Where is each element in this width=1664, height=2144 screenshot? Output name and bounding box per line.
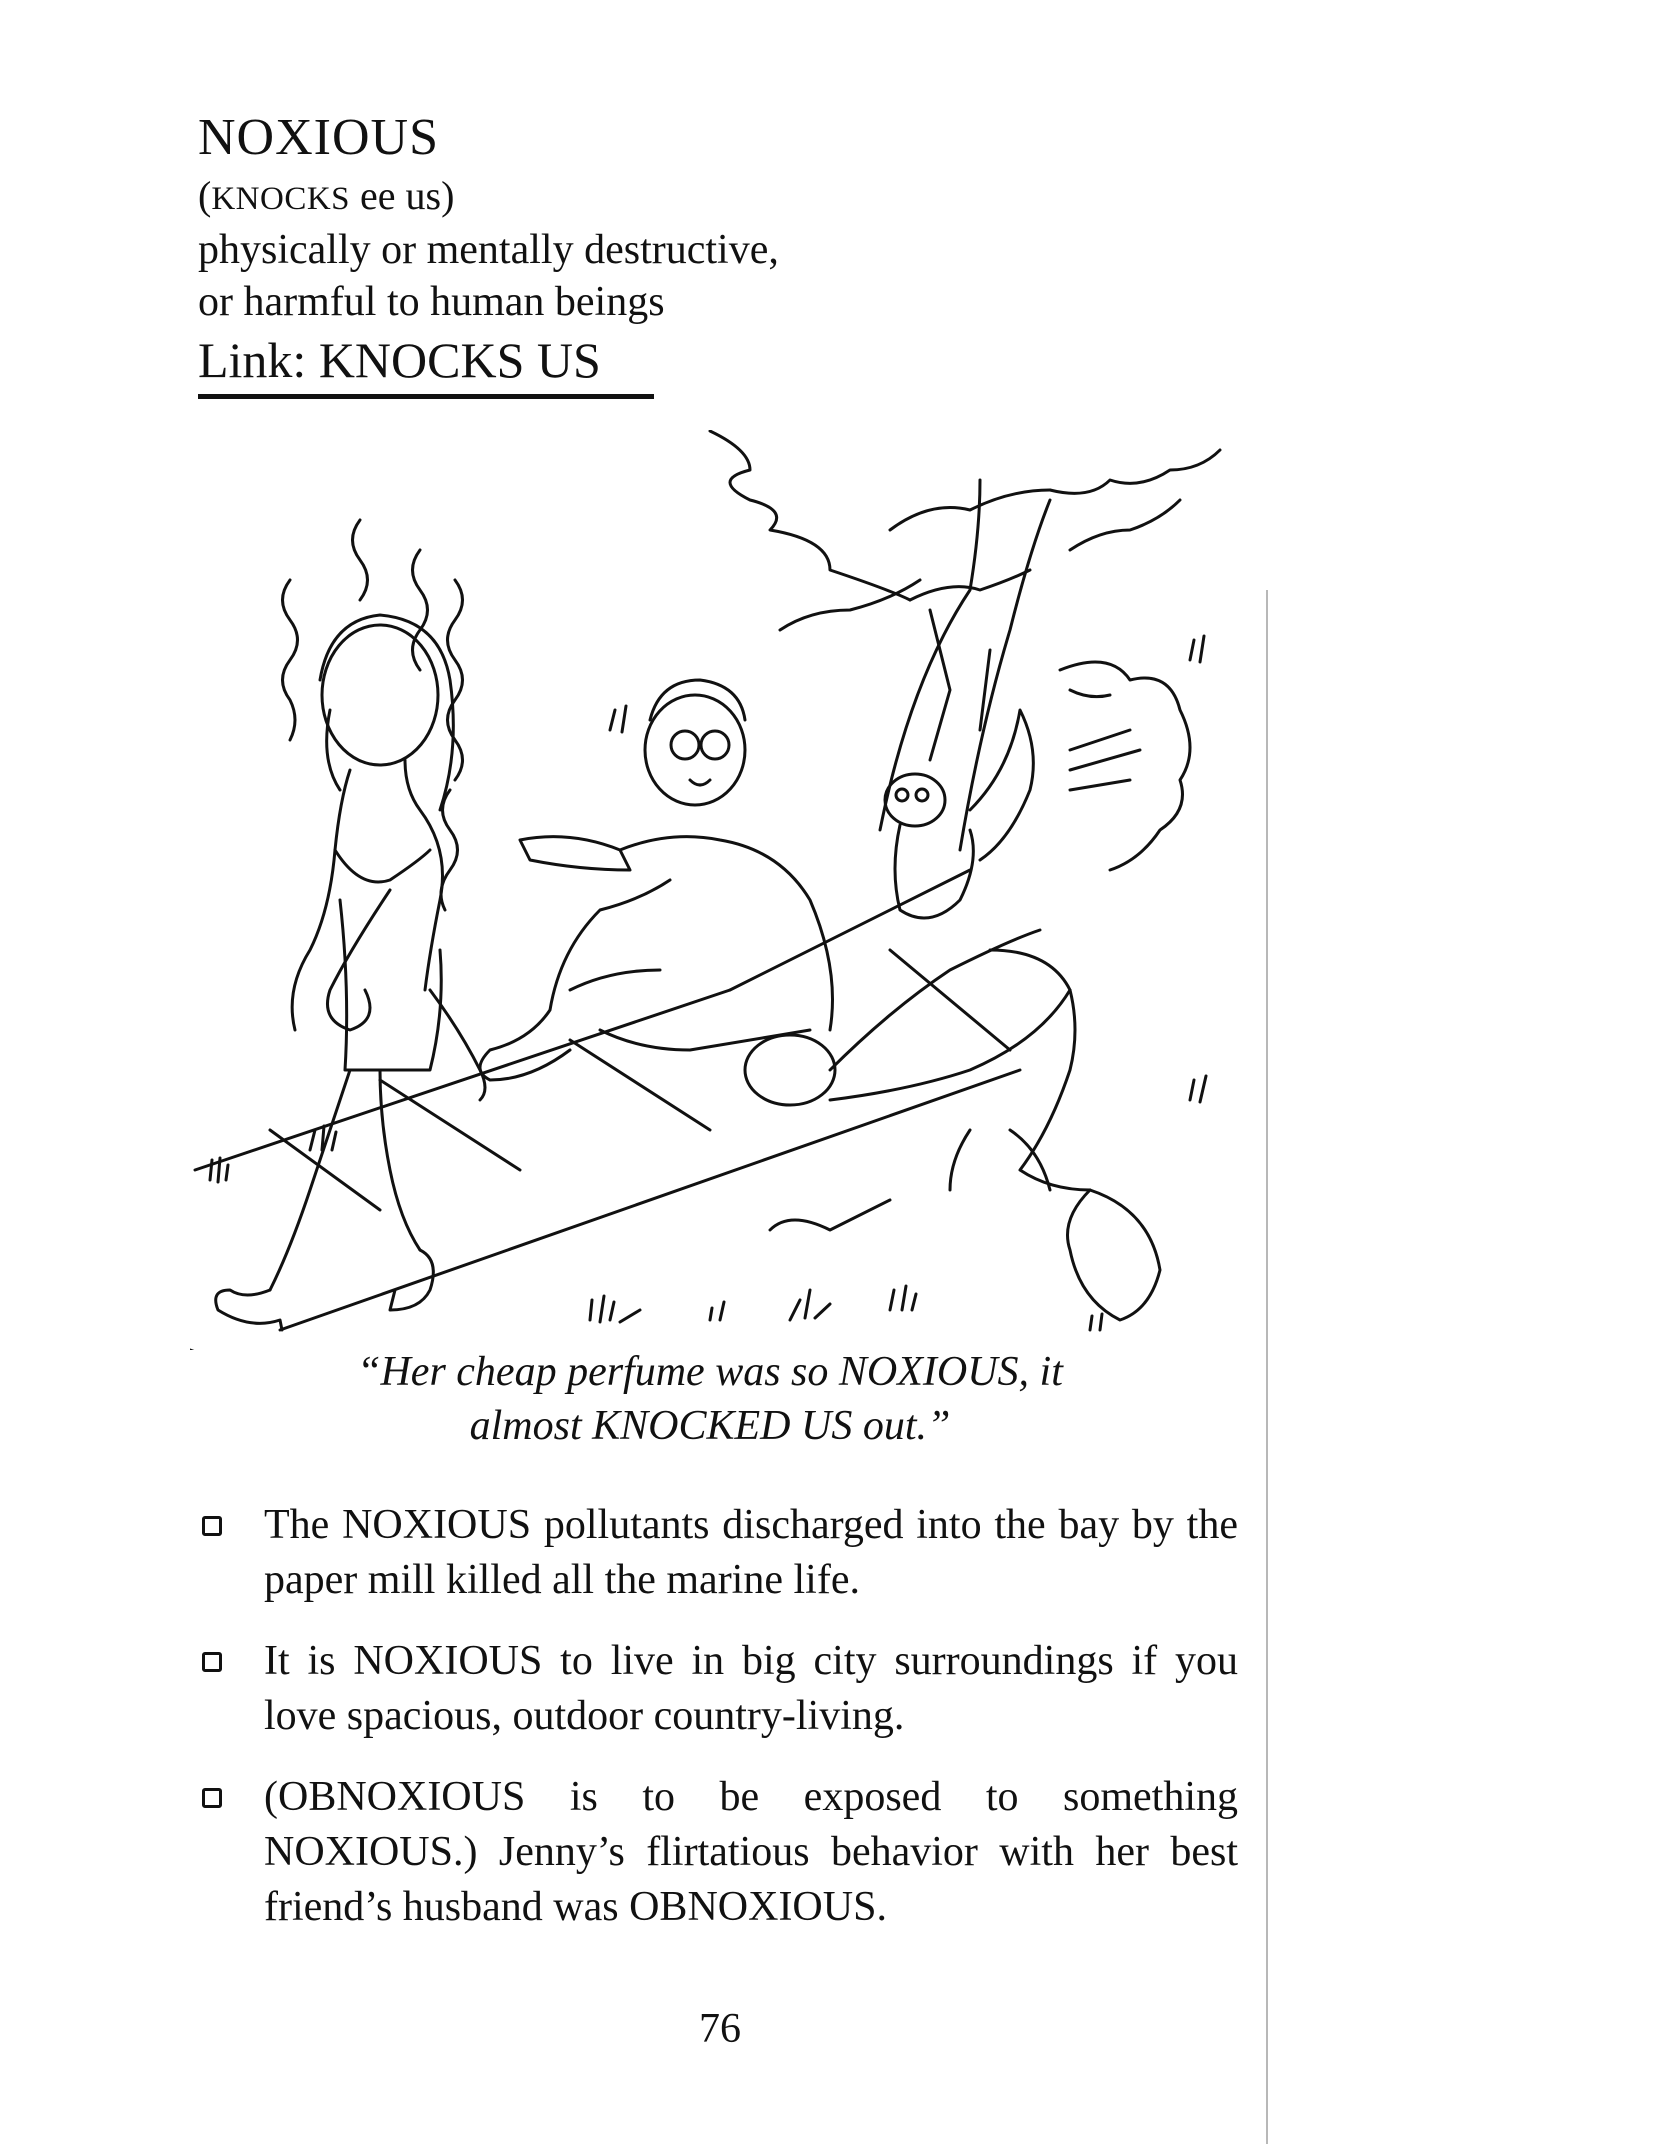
definition-line: or harmful to human beings <box>198 279 665 325</box>
example-item <box>198 1498 1238 1608</box>
link-underline <box>198 394 654 399</box>
example-sentences <box>198 1498 1238 1961</box>
pronunciation <box>198 172 454 223</box>
example-item <box>198 1770 1238 1935</box>
checkbox-icon <box>202 1788 222 1808</box>
link-word: KNOCKS US <box>318 332 601 388</box>
checkbox-icon <box>202 1516 222 1536</box>
example-text: (OBNOXIOUS is to be exposed to something NOXIOUS.) Jenny’s flirtatious behavior with her best friend’s husband was OBNOXIOUS. <box>264 1774 1238 1930</box>
pronunciation-open: ( <box>198 173 212 218</box>
entry-word: NOXIOUS <box>198 109 439 166</box>
caption-line: “Her cheap perfume was so NOXIOUS, it <box>357 1349 1063 1395</box>
page-number: 76 <box>699 2006 741 2052</box>
definition <box>198 224 779 328</box>
tree <box>710 431 1220 870</box>
checkbox-icon <box>202 1652 222 1672</box>
seated-man <box>480 680 833 1080</box>
page-edge-line <box>1266 590 1268 2144</box>
example-text: The NOXIOUS pollutants discharged into the bay by the paper mill killed all the marine life. <box>264 1502 1238 1603</box>
illustration-caption <box>230 1345 1190 1453</box>
example-item <box>198 1634 1238 1744</box>
cartoon-illustration <box>190 430 1260 1350</box>
lying-man <box>745 930 1160 1320</box>
pronunciation-rest: ee us) <box>350 173 455 218</box>
pronunciation-caps: KNOCKS <box>211 181 351 217</box>
definition-line: physically or mentally destructive, <box>198 227 779 273</box>
skunk <box>885 710 1033 918</box>
woman-figure <box>216 615 485 1330</box>
link-label: Link: <box>198 332 319 388</box>
caption-line: almost KNOCKED US out.” <box>469 1403 951 1449</box>
memory-link <box>198 330 601 390</box>
grass <box>210 636 1206 1330</box>
example-text: It is NOXIOUS to live in big city surroundings if you love spacious, outdoor country-living. <box>264 1638 1238 1739</box>
